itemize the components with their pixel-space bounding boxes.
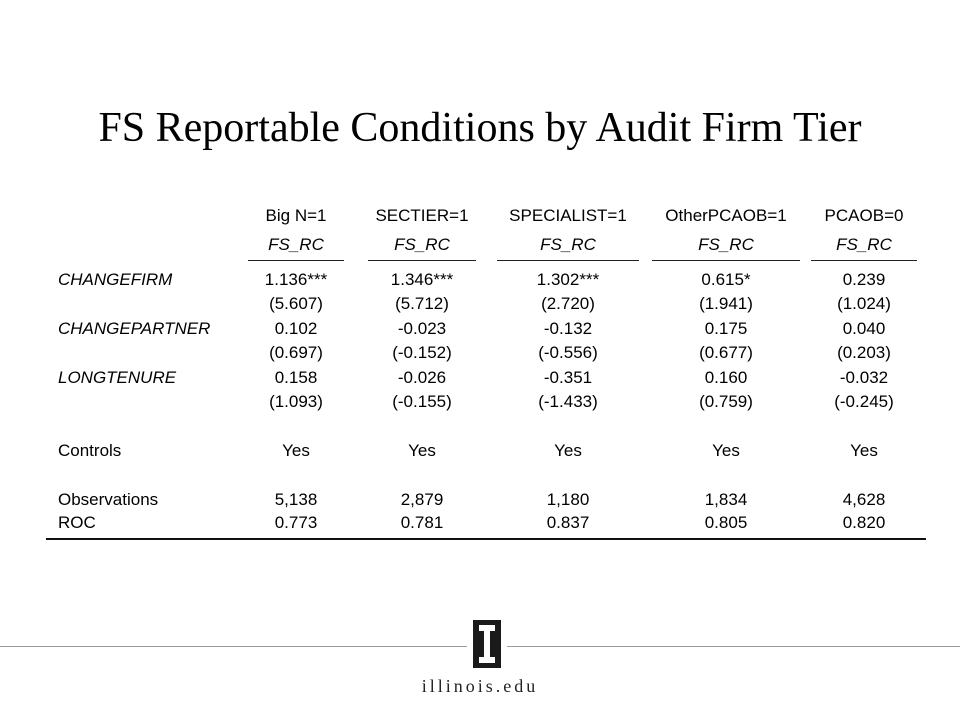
table-cell: 5,138 [274,490,318,509]
results-table [46,196,926,546]
column-underline [811,260,917,261]
table-cell: Yes [712,441,740,460]
table-cell: 0.040 [842,319,886,338]
table-cell: 0.615* [701,270,751,289]
table-cell: (5.607) [269,294,323,313]
table-cell: Yes [282,441,310,460]
column-underline [368,260,476,261]
table-cell: 0.773 [274,513,318,532]
table-cell: 0.805 [704,513,748,532]
row-label: Controls [58,441,122,460]
table-cell: 4,628 [842,490,886,509]
column-header: SECTIER=1 [375,206,469,225]
table-cell: 1,180 [546,490,590,509]
table-cell: 0.160 [704,368,748,387]
table-cell: (0.203) [837,343,891,362]
table-cell: 0.175 [704,319,748,338]
column-underline [248,260,344,261]
table-cell: (0.759) [699,392,753,411]
table-cell: (5.712) [395,294,449,313]
row-label: CHANGEPARTNER [58,319,211,338]
table-cell: 1,834 [704,490,748,509]
table-cell: 0.781 [400,513,444,532]
table-cell: (0.677) [699,343,753,362]
block-i-icon [479,625,495,663]
column-subheader: FS_RC [540,235,596,254]
table-cell: -0.026 [397,368,447,387]
table-cell: 1.302*** [536,270,600,289]
table-cell: (0.697) [269,343,323,362]
table-cell: (1.093) [269,392,323,411]
table-cell: (-0.152) [392,343,452,362]
table-cell: (-1.433) [538,392,598,411]
table-cell: 0.239 [842,270,886,289]
row-label: Observations [58,490,159,509]
table-cell: -0.132 [543,319,593,338]
table-cell: -0.351 [543,368,593,387]
column-header: SPECIALIST=1 [509,206,627,225]
table-cell: (-0.245) [834,392,894,411]
table-cell: 0.102 [274,319,318,338]
table-cell: -0.032 [839,368,889,387]
table-cell: Yes [554,441,582,460]
university-logo [467,618,507,672]
column-subheader: FS_RC [394,235,450,254]
column-subheader: FS_RC [268,235,324,254]
row-label: ROC [58,513,96,532]
table-cell: 1.346*** [390,270,454,289]
table-bottom-rule [46,538,926,540]
table-cell: 1.136*** [264,270,328,289]
row-label: LONGTENURE [58,368,177,387]
column-subheader: FS_RC [698,235,754,254]
column-header: OtherPCAOB=1 [665,206,787,225]
column-subheader: FS_RC [836,235,892,254]
row-label: CHANGEFIRM [58,270,173,289]
table-cell: (-0.556) [538,343,598,362]
slide-title: FS Reportable Conditions by Audit Firm Tier [98,105,862,151]
table-cell: (1.941) [699,294,753,313]
column-header: PCAOB=0 [824,206,904,225]
table-cell: -0.023 [397,319,447,338]
footer-url: illinois.edu [421,676,539,696]
table-cell: (-0.155) [392,392,452,411]
table-cell: (1.024) [837,294,891,313]
column-header: Big N=1 [265,206,327,225]
table-cell: 0.837 [546,513,590,532]
table-cell: 2,879 [400,490,444,509]
table-cell: Yes [408,441,436,460]
table-cell: 0.820 [842,513,886,532]
column-underline [497,260,639,261]
logo-block-icon [473,620,501,668]
column-underline [652,260,800,261]
table-cell: 0.158 [274,368,318,387]
table-cell: Yes [850,441,878,460]
table-cell: (2.720) [541,294,595,313]
